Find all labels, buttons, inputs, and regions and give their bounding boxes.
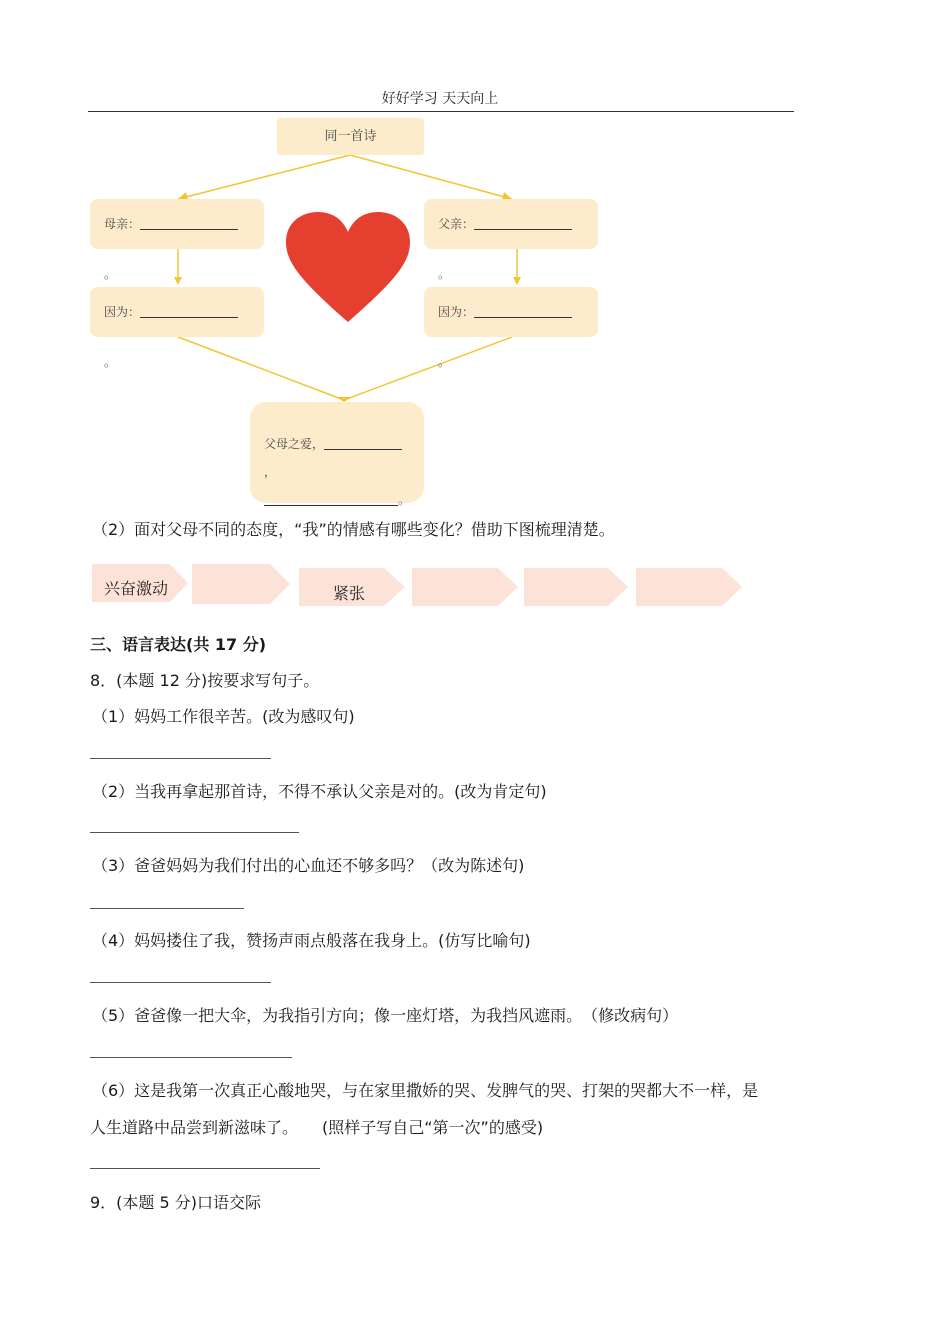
question-8-stem: 8．(本题 12 分)按要求写句子。 xyxy=(90,671,320,690)
heart-icon xyxy=(286,212,410,322)
answer-line-8-3[interactable] xyxy=(90,908,244,909)
same-poem-box: 同一首诗 xyxy=(277,118,424,155)
question-8-3: （3）爸爸妈妈为我们付出的心血还不够多吗？（改为陈述句) xyxy=(92,856,525,875)
question-8-6-line-1: （6）这是我第一次真正心酸地哭，与在家里撒娇的哭、发脾气的哭、打架的哭都大不一样，是 xyxy=(92,1081,759,1100)
parents-love-blank-2[interactable] xyxy=(264,493,398,506)
father-label: 父亲： xyxy=(438,217,475,231)
mother-blank[interactable] xyxy=(140,217,238,230)
mother-label: 母亲： xyxy=(104,217,141,231)
father-reason-box xyxy=(424,287,598,369)
period: 。 xyxy=(398,493,411,507)
diagram-arrows xyxy=(0,0,950,520)
question-8-5: （5）爸爸像一把大伞，为我指引方向；像一座灯塔，为我挡风遮雨。 （修改病句） xyxy=(92,1006,679,1025)
emotion-label-1: 兴奋激动 xyxy=(104,579,169,598)
comma: ， xyxy=(264,465,277,479)
answer-line-8-4[interactable] xyxy=(90,982,271,983)
period: 。 xyxy=(104,355,117,369)
question-9-stem: 9．(本题 5 分)口语交际 xyxy=(90,1193,262,1212)
emotion-step-2 xyxy=(192,564,290,604)
father-blank[interactable] xyxy=(474,217,572,230)
parents-love-blank-1[interactable] xyxy=(324,437,402,450)
answer-line-8-5[interactable] xyxy=(90,1057,292,1058)
mother-reason-blank[interactable] xyxy=(140,305,238,318)
question-8-1: （1）妈妈工作很辛苦。(改为感叹句) xyxy=(92,707,355,726)
question-7-2: （2）面对父母不同的态度，“我”的情感有哪些变化？借助下图梳理清楚。 xyxy=(92,520,615,539)
mother-box xyxy=(90,199,264,281)
answer-line-8-6[interactable] xyxy=(90,1168,320,1169)
answer-line-8-2[interactable] xyxy=(90,832,299,833)
emotion-step-4 xyxy=(412,568,518,606)
question-8-2: （2）当我再拿起那首诗，不得不承认父亲是对的。(改为肯定句) xyxy=(92,782,547,801)
question-8-4: （4）妈妈搂住了我，赞扬声雨点般落在我身上。(仿写比喻句) xyxy=(92,931,531,950)
father-reason-blank[interactable] xyxy=(474,305,572,318)
period: 。 xyxy=(438,355,451,369)
page-header: 好好学习 天天向上 xyxy=(381,91,499,107)
because-label: 因为： xyxy=(438,305,475,319)
section-3-title: 三、语言表达(共 17 分) xyxy=(90,635,267,654)
parents-love-box xyxy=(250,402,424,507)
answer-line-8-1[interactable] xyxy=(90,758,271,759)
emotion-label-3: 紧张 xyxy=(333,584,366,603)
mother-reason-box xyxy=(90,287,264,369)
question-8-6-line-2: 人生道路中品尝到新滋味了。 (照样子写自己“第一次”的感受) xyxy=(90,1118,544,1137)
because-label: 因为： xyxy=(104,305,141,319)
period: 。 xyxy=(438,267,451,281)
emotion-step-6 xyxy=(636,568,742,606)
period: 。 xyxy=(104,267,117,281)
emotion-step-5 xyxy=(524,568,628,606)
father-box xyxy=(424,199,598,281)
parents-love-label: 父母之爱， xyxy=(264,437,325,451)
